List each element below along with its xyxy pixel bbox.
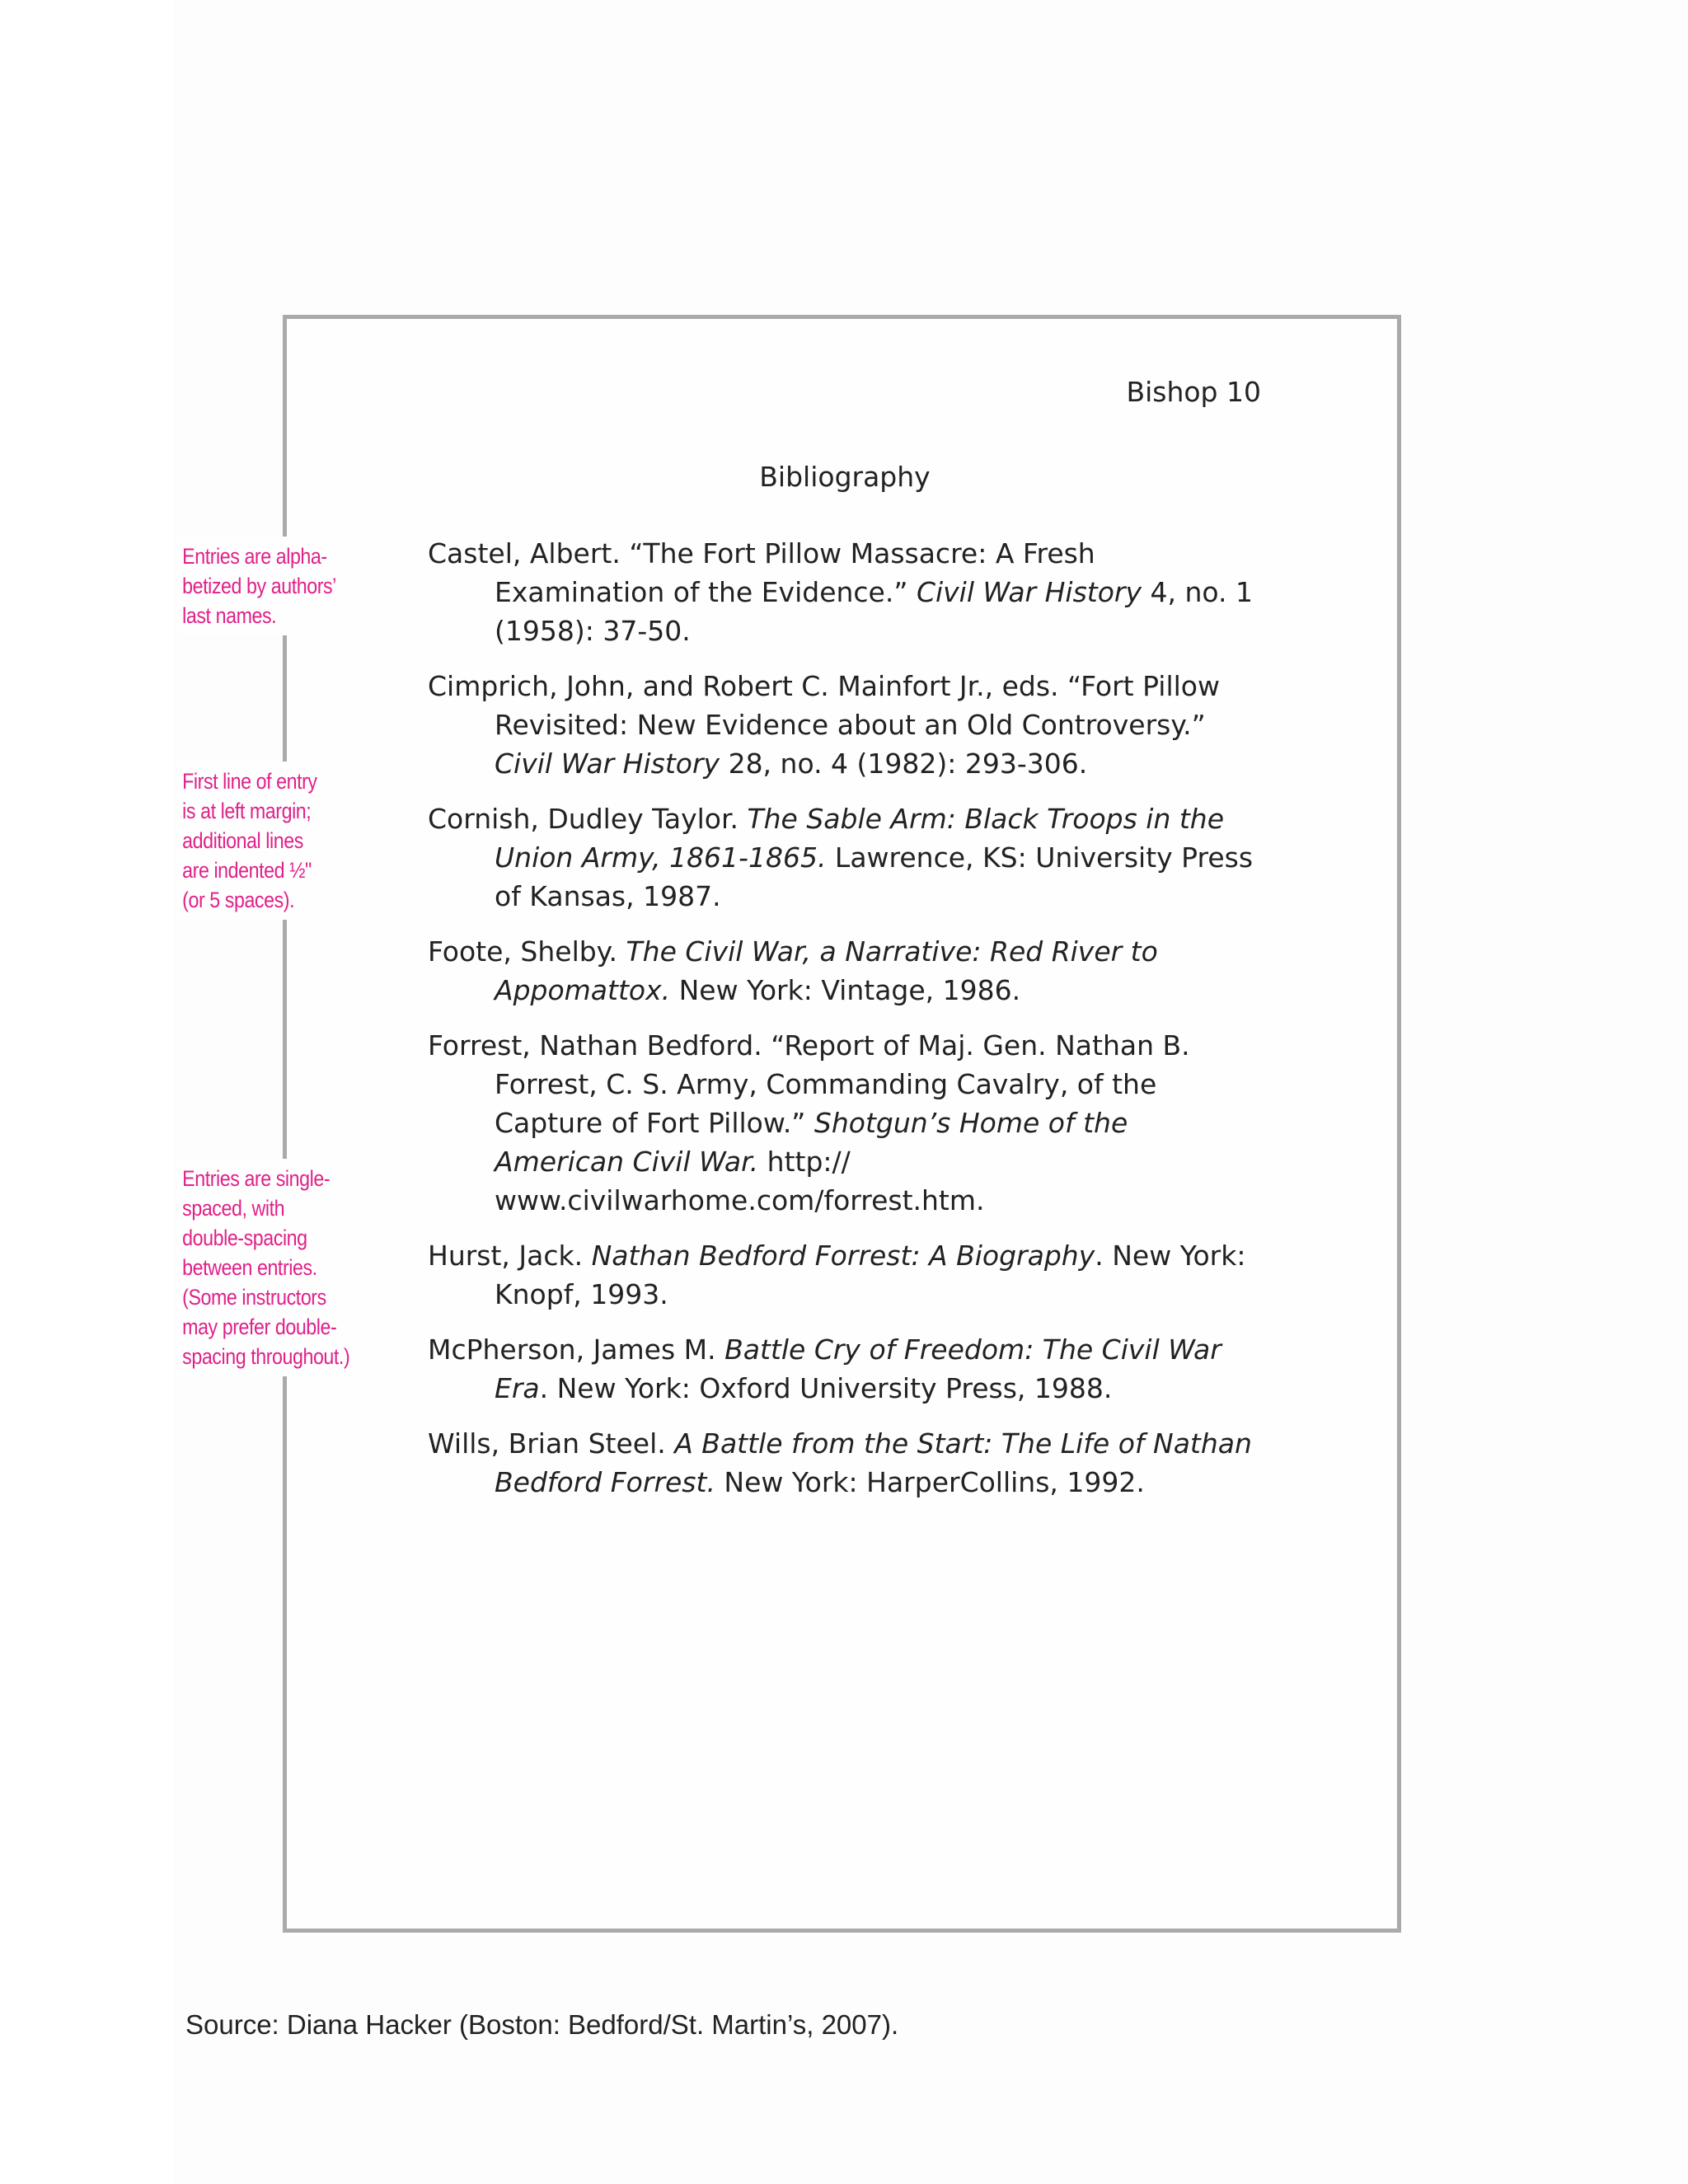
bibliography-entry: Wills, Brian Steel. A Battle from the Start: The Life of Nathan Bedford Forrest. New York: HarperCollins, 1992. (428, 1427, 1252, 1498)
bibliography-entry: Cimprich, John, and Robert C. Mainfort Jr., eds. “Fort Pillow Revisited: New Evidence about an Old Controversy.” Civil War History 28, no. 4 (1982): 293-306. (428, 670, 1220, 780)
bibliography-entry: Cornish, Dudley Taylor. The Sable Arm: Black Troops in the Union Army, 1861-1865. Lawrence, KS: University Press of Kansas, 1987. (428, 803, 1254, 912)
source-caption: Source: Diana Hacker (Boston: Bedford/St. Martin’s, 2007). (185, 2009, 899, 2040)
running-head: Bishop 10 (1126, 376, 1261, 408)
annotation-spacing: Entries are single- spaced, with double-spacing between entries. (Some instructors may prefer double- spacing throughout.) (178, 1159, 369, 1376)
page-title: Bibliography (759, 461, 931, 493)
annotation-alphabetized: Entries are alpha- betized by authors’ last names. (178, 537, 369, 635)
bibliography-entry: Hurst, Jack. Nathan Bedford Forrest: A Biography. New York: Knopf, 1993. (428, 1240, 1246, 1310)
bibliography-entry: Castel, Albert. “The Fort Pillow Massacre: A Fresh Examination of the Evidence.” Civil War History 4, no. 1 (1958): 37-50. (428, 537, 1253, 647)
bibliography-entry: McPherson, James M. Battle Cry of Freedom: The Civil War Era. New York: Oxford University Press, 1988. (428, 1333, 1221, 1404)
bibliography-entry: Forrest, Nathan Bedford. “Report of Maj. Gen. Nathan B. Forrest, C. S. Army, Commanding Cavalry, of the Capture of Fort Pillow.” Shotgun’s Home of the American Civil War. http:// www.civilwarhome.com/forrest.htm. (428, 1029, 1190, 1216)
bibliography-list (428, 534, 1262, 1518)
bibliography-entry: Foote, Shelby. The Civil War, a Narrative: Red River to Appomattox. New York: Vintage, 1986. (428, 935, 1158, 1006)
annotation-indentation: First line of entry is at left margin; additional lines are indented ½" (or 5 spaces). (178, 762, 369, 920)
